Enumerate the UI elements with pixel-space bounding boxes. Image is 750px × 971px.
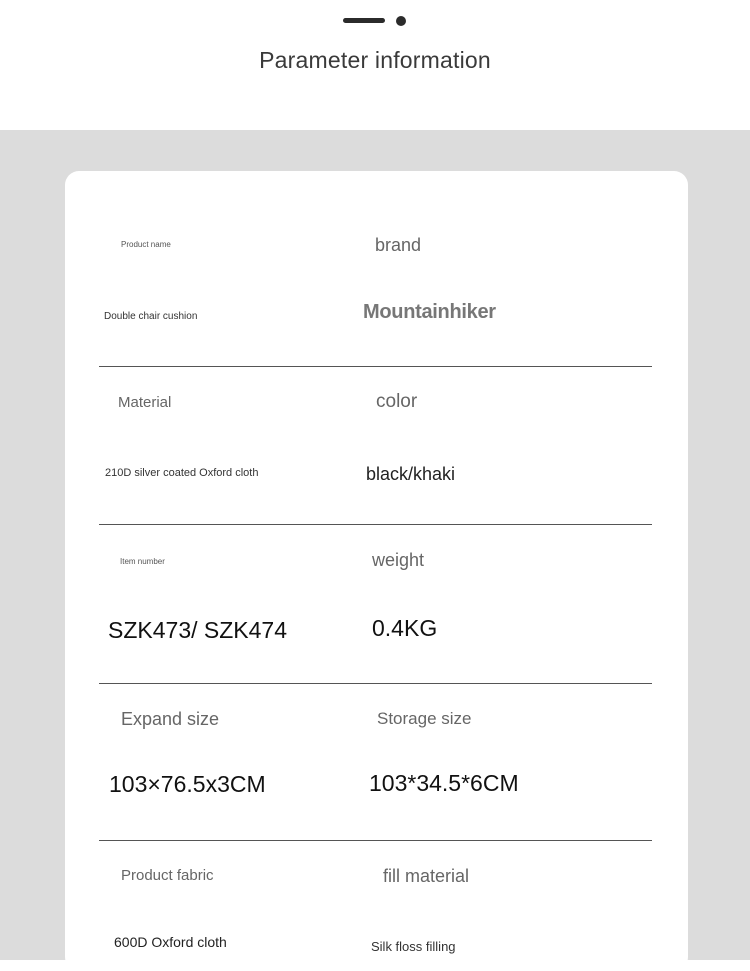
fill-material-value: Silk floss filling [371,939,456,954]
product-name-value: Double chair cushion [104,311,198,322]
row-divider [99,524,652,525]
page-header [0,0,750,130]
product-fabric-label: Product fabric [121,867,214,884]
product-name-label: Product name [121,240,171,249]
storage-size-label: Storage size [377,709,472,728]
material-value: 210D silver coated Oxford cloth [105,467,259,479]
color-value: black/khaki [366,464,456,484]
expand-size-label: Expand size [121,709,220,729]
product-fabric-value: 600D Oxford cloth [114,934,227,950]
parameter-card [65,171,688,971]
material-label: Material [118,394,172,411]
row-divider [99,840,652,841]
row-divider [99,683,652,684]
fill-material-label: fill material [383,866,470,886]
brand-value: Mountainhiker [363,301,496,323]
page-title: Parameter information [259,47,491,73]
item-number-value: SZK473/ SZK474 [108,617,287,643]
row-divider [99,366,652,367]
expand-size-value: 103×76.5x3CM [109,771,266,797]
brand-label: brand [375,235,422,255]
storage-size-value: 103*34.5*6CM [369,770,519,796]
title-dash-decoration [343,18,385,23]
color-label: color [376,391,418,412]
item-number-label: Item number [120,557,165,566]
weight-value: 0.4KG [372,615,438,641]
title-dot-decoration [396,16,406,26]
weight-label: weight [372,550,425,570]
